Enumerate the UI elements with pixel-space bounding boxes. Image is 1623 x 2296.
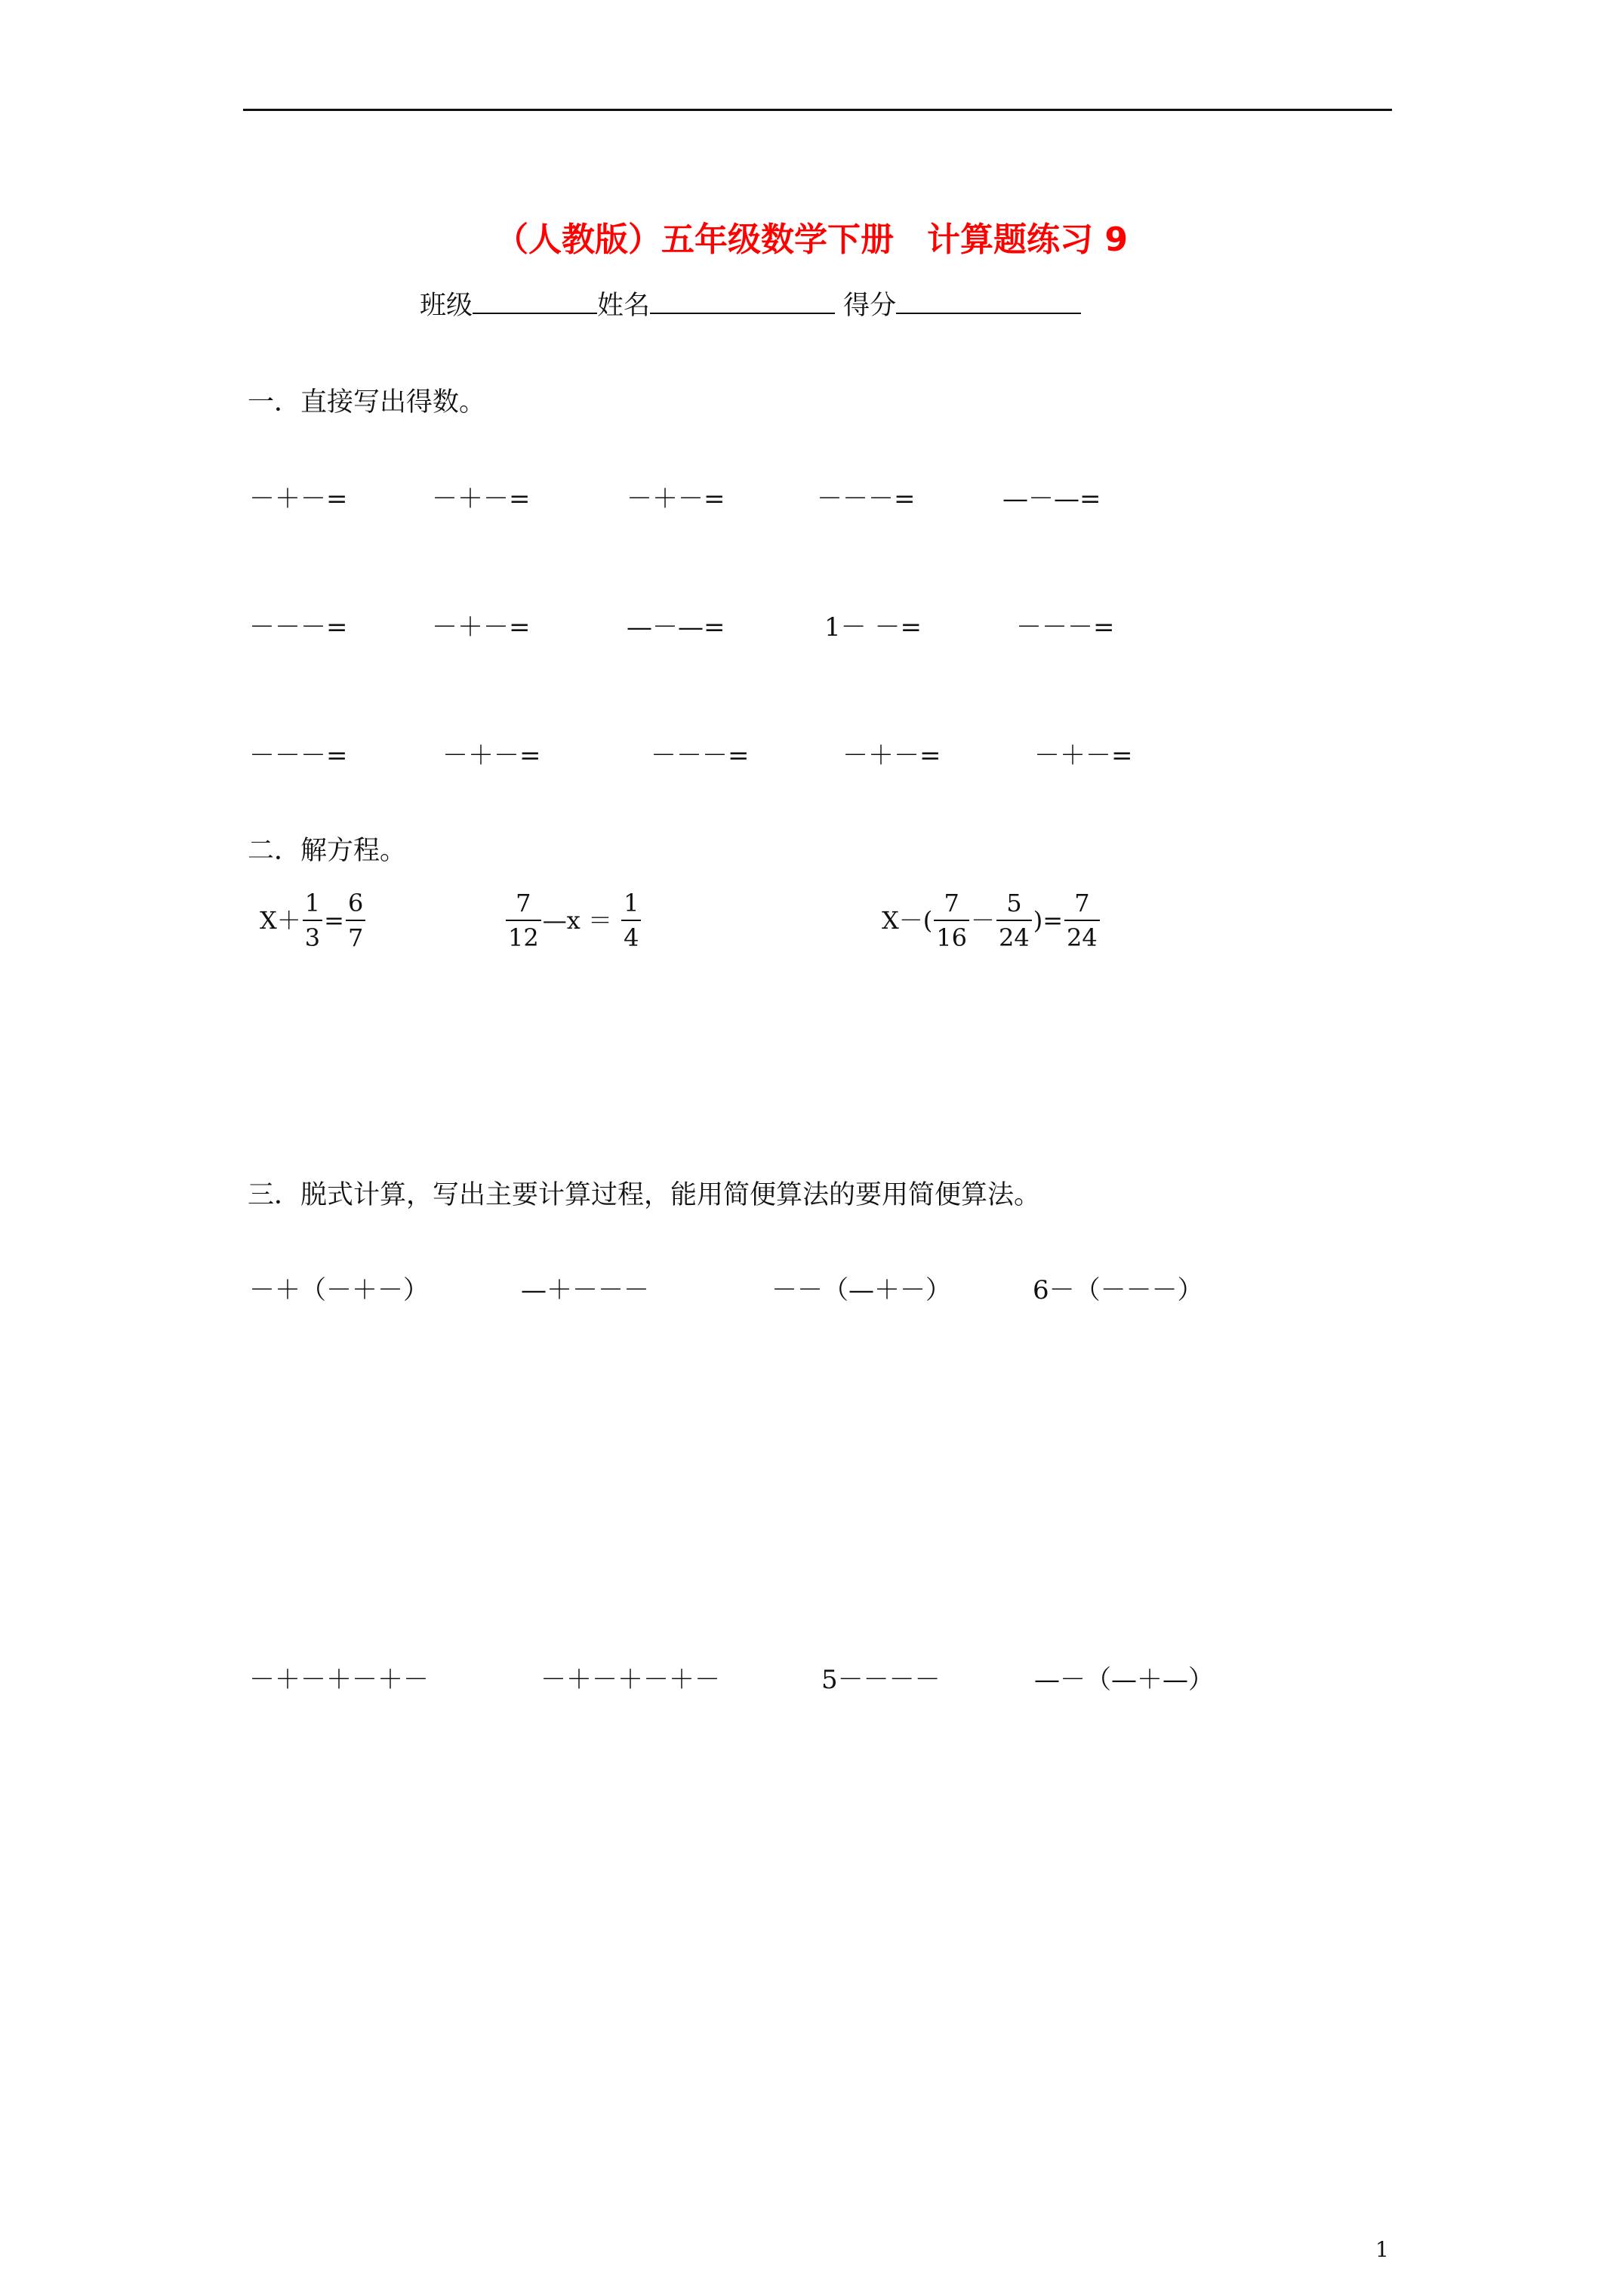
eq3-operator: － (971, 906, 996, 935)
s3-item-1-4: 6－（－－－） (1033, 1275, 1203, 1305)
s1-item-2-2: －＋－= (432, 612, 531, 643)
student-info-line (420, 287, 1081, 325)
s1-item-1-4: －－－= (817, 484, 916, 514)
eq3-fraction-1: $\frac{7}{16}$ (934, 889, 969, 951)
s1-item-2-1: －－－= (249, 612, 348, 643)
page-number: 1 (1375, 2237, 1389, 2262)
score-blank[interactable] (896, 290, 1081, 314)
eq2-fraction-1: $\frac{7}{12}$ (506, 889, 541, 951)
class-blank[interactable] (473, 290, 597, 314)
name-label: 姓名 (597, 291, 651, 321)
s1-item-3-2: －＋－= (442, 741, 541, 771)
eq2-fraction-2: $\frac{1}{4}$ (621, 889, 641, 951)
eq1-lead: X＋ (260, 906, 301, 935)
s3-item-2-1: －＋－＋－＋－ (249, 1665, 429, 1695)
equation-1 (260, 889, 367, 951)
eq1-equals: = (324, 906, 344, 935)
s1-item-3-1: －－－= (249, 741, 348, 771)
eq2-middle: —x ＝ (542, 906, 612, 935)
eq3-lead: X－( (882, 906, 933, 935)
s1-item-2-5: －－－= (1016, 612, 1115, 643)
s3-item-1-2: —＋－－－ (521, 1275, 649, 1305)
s1-item-1-5: —－—= (1002, 484, 1101, 514)
class-label: 班级 (420, 291, 473, 321)
name-blank[interactable] (650, 290, 835, 314)
page-title: （人教版）五年级数学下册 计算题练习 9 (495, 220, 1128, 259)
s1-item-1-2: －＋－= (432, 484, 531, 514)
eq1-fraction-2: $\frac{6}{7}$ (346, 889, 365, 951)
header-rule (243, 109, 1392, 111)
s3-item-1-3: －－（—＋－） (771, 1275, 951, 1305)
section-1-heading: 一．直接写出得数。 (248, 387, 486, 418)
s1-item-1-3: －＋－= (627, 484, 725, 514)
eq3-fraction-3: $\frac{7}{24}$ (1064, 889, 1100, 951)
eq1-fraction-1: $\frac{1}{3}$ (303, 889, 322, 951)
eq3-fraction-2: $\frac{5}{24}$ (996, 889, 1032, 951)
s1-item-1-1: －＋－= (249, 484, 348, 514)
s3-item-2-2: －＋－＋－＋－ (540, 1665, 720, 1695)
equation-3 (882, 889, 1101, 951)
score-label: 得分 (843, 291, 897, 321)
s1-item-3-5: －＋－= (1034, 741, 1133, 771)
eq3-close: )= (1033, 906, 1064, 935)
s1-item-3-4: －＋－= (842, 741, 941, 771)
s1-item-3-3: －－－= (651, 741, 750, 771)
s1-item-2-3: —－—= (627, 612, 725, 643)
s3-item-1-1: －＋（－＋－） (249, 1275, 429, 1305)
section-2-heading: 二．解方程。 (248, 836, 407, 866)
s1-item-2-4: 1－ －= (824, 612, 922, 643)
s3-item-2-4: —－（—＋—） (1034, 1665, 1214, 1695)
s3-item-2-3: 5－－－－ (821, 1665, 941, 1695)
section-3-heading: 三．脱式计算，写出主要计算过程，能用简便算法的要用简便算法。 (248, 1180, 1041, 1210)
equation-2 (504, 889, 642, 951)
